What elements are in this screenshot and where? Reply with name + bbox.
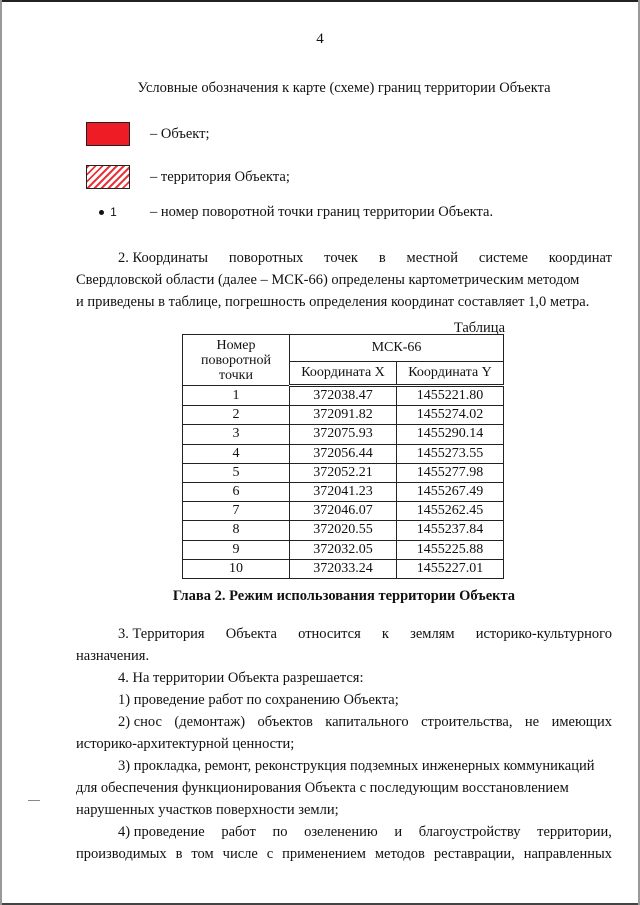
header-coordinate-system: МСК-66 [290, 335, 504, 362]
cell-point-number: 4 [183, 444, 290, 463]
word: точек [324, 250, 358, 266]
legend-item-object [86, 120, 210, 148]
word: землям [410, 626, 455, 642]
word: к [381, 626, 389, 642]
cell-point-number: 10 [183, 559, 290, 578]
list-item-2-line-2: историко-архитектурной ценности; [76, 736, 295, 752]
cell-x: 372046.07 [290, 502, 397, 521]
word: озеленению [304, 824, 378, 840]
table-caption: Таблица [453, 320, 505, 336]
table-row [183, 386, 504, 406]
table-row [183, 444, 504, 463]
section-2-line-2: Свердловской области (далее – МСК-66) определены картометрическим методом [76, 272, 580, 288]
paragraph-3-line-1 [76, 623, 612, 645]
header-coordinate-y: Координата Y [397, 362, 504, 386]
cell-x: 372075.93 [290, 425, 397, 444]
legend-heading: Условные обозначения к карте (схеме) границ территории Объекта [137, 80, 551, 96]
word: 2. Координаты [118, 250, 209, 266]
cell-y: 1455221.80 [397, 386, 504, 406]
page-number: 4 [316, 31, 324, 47]
table-row [183, 502, 504, 521]
cell-y: 1455227.01 [397, 559, 504, 578]
cell-x: 372056.44 [290, 444, 397, 463]
word: имеющих [551, 714, 612, 730]
legend-text-point: – номер поворотной точки границ территории Объекта. [150, 203, 494, 220]
word: объектов [257, 714, 313, 730]
header-coordinate-x: Координата X [290, 362, 397, 386]
list-item-3-line-2: для обеспечения функционирования Объекта с последующим восстановлением [76, 780, 569, 796]
cell-x: 372020.55 [290, 521, 397, 540]
word: реставрации, [433, 846, 515, 862]
legend-text-object: – Объект; [150, 125, 210, 142]
cell-x: 372091.82 [290, 406, 397, 425]
page-edge-left [0, 0, 2, 905]
turning-point-marker-icon [86, 200, 130, 224]
cell-point-number: 9 [183, 540, 290, 559]
page-edge-top [0, 0, 640, 2]
cell-y: 1455262.45 [397, 502, 504, 521]
cell-x: 372041.23 [290, 483, 397, 502]
cell-x: 372052.21 [290, 463, 397, 482]
table-row [183, 540, 504, 559]
word: территории, [537, 824, 612, 840]
table-row [183, 406, 504, 425]
table-row [183, 425, 504, 444]
word: историко-культурного [475, 626, 612, 642]
list-item-1: 1) проведение работ по сохранению Объекта; [118, 692, 399, 708]
word: по [272, 824, 288, 840]
territory-hatched-swatch-icon [86, 165, 130, 189]
word: числе [222, 846, 258, 862]
chapter-2-title: Глава 2. Режим использования территории Объекта [172, 588, 516, 604]
section-2-line-3: и приведены в таблице, погрешность определения координат составляет 1,0 метра. [76, 294, 590, 310]
list-item-4-line-2 [76, 843, 612, 865]
cell-point-number: 3 [183, 425, 290, 444]
section-2-paragraph [76, 247, 612, 313]
table-row [183, 463, 504, 482]
word: в [175, 846, 183, 862]
legend-text-territory: – территория Объекта; [150, 168, 290, 185]
cell-y: 1455225.88 [397, 540, 504, 559]
word: координат [548, 250, 612, 266]
header-point-number: Номер поворотной точки [183, 335, 290, 386]
section-2-line-1 [76, 247, 612, 269]
cell-x: 372032.05 [290, 540, 397, 559]
cell-y: 1455273.55 [397, 444, 504, 463]
cell-point-number: 8 [183, 521, 290, 540]
word: системе [478, 250, 528, 266]
cell-y: 1455274.02 [397, 406, 504, 425]
word: работ [221, 824, 256, 840]
cell-x: 372038.47 [290, 386, 397, 406]
list-item-3-line-1: 3) прокладка, ремонт, реконструкция подземных инженерных коммуникаций [118, 758, 595, 774]
cell-y: 1455277.98 [397, 463, 504, 482]
point-dot-icon [99, 210, 104, 215]
list-item-4-line-1 [76, 821, 612, 843]
object-red-swatch-icon [86, 122, 130, 146]
word: благоустройству [418, 824, 521, 840]
word: строительства, [421, 714, 513, 730]
word: капитального [325, 714, 409, 730]
word: том [191, 846, 214, 862]
cell-point-number: 1 [183, 386, 290, 406]
word: не [524, 714, 540, 730]
cell-point-number: 7 [183, 502, 290, 521]
cell-y: 1455290.14 [397, 425, 504, 444]
paragraph-3-line-2: назначения. [76, 648, 150, 664]
word: методов [374, 846, 425, 862]
point-marker-label: 1 [110, 205, 117, 219]
word: Объекта [225, 626, 277, 642]
cell-y: 1455237.84 [397, 521, 504, 540]
table-row [183, 521, 504, 540]
legend-item-territory [86, 163, 290, 191]
list-item-3-line-3: нарушенных участков поверхности земли; [76, 802, 339, 818]
table-row [183, 483, 504, 502]
word: применением [282, 846, 366, 862]
table-row [183, 559, 504, 578]
word: в [378, 250, 386, 266]
chapter-2-body [76, 623, 612, 865]
cell-x: 372033.24 [290, 559, 397, 578]
paragraph-4: 4. На территории Объекта разрешается: [118, 670, 364, 686]
cell-y: 1455267.49 [397, 483, 504, 502]
word: и [394, 824, 403, 840]
cell-point-number: 5 [183, 463, 290, 482]
cell-point-number: 2 [183, 406, 290, 425]
word: относится [298, 626, 361, 642]
word: с [266, 846, 274, 862]
word: поворотных [228, 250, 304, 266]
coordinates-table [182, 334, 504, 579]
word: 4) проведение [118, 824, 205, 840]
word: местной [406, 250, 459, 266]
list-item-2-line-1 [76, 711, 612, 733]
word: 2) снос [118, 714, 162, 730]
word: производимых [76, 846, 167, 862]
margin-mark [28, 800, 40, 801]
word: (демонтаж) [174, 714, 246, 730]
cell-point-number: 6 [183, 483, 290, 502]
word: направленных [523, 846, 612, 862]
legend-item-point [86, 198, 494, 226]
word: 3. Территория [118, 626, 205, 642]
